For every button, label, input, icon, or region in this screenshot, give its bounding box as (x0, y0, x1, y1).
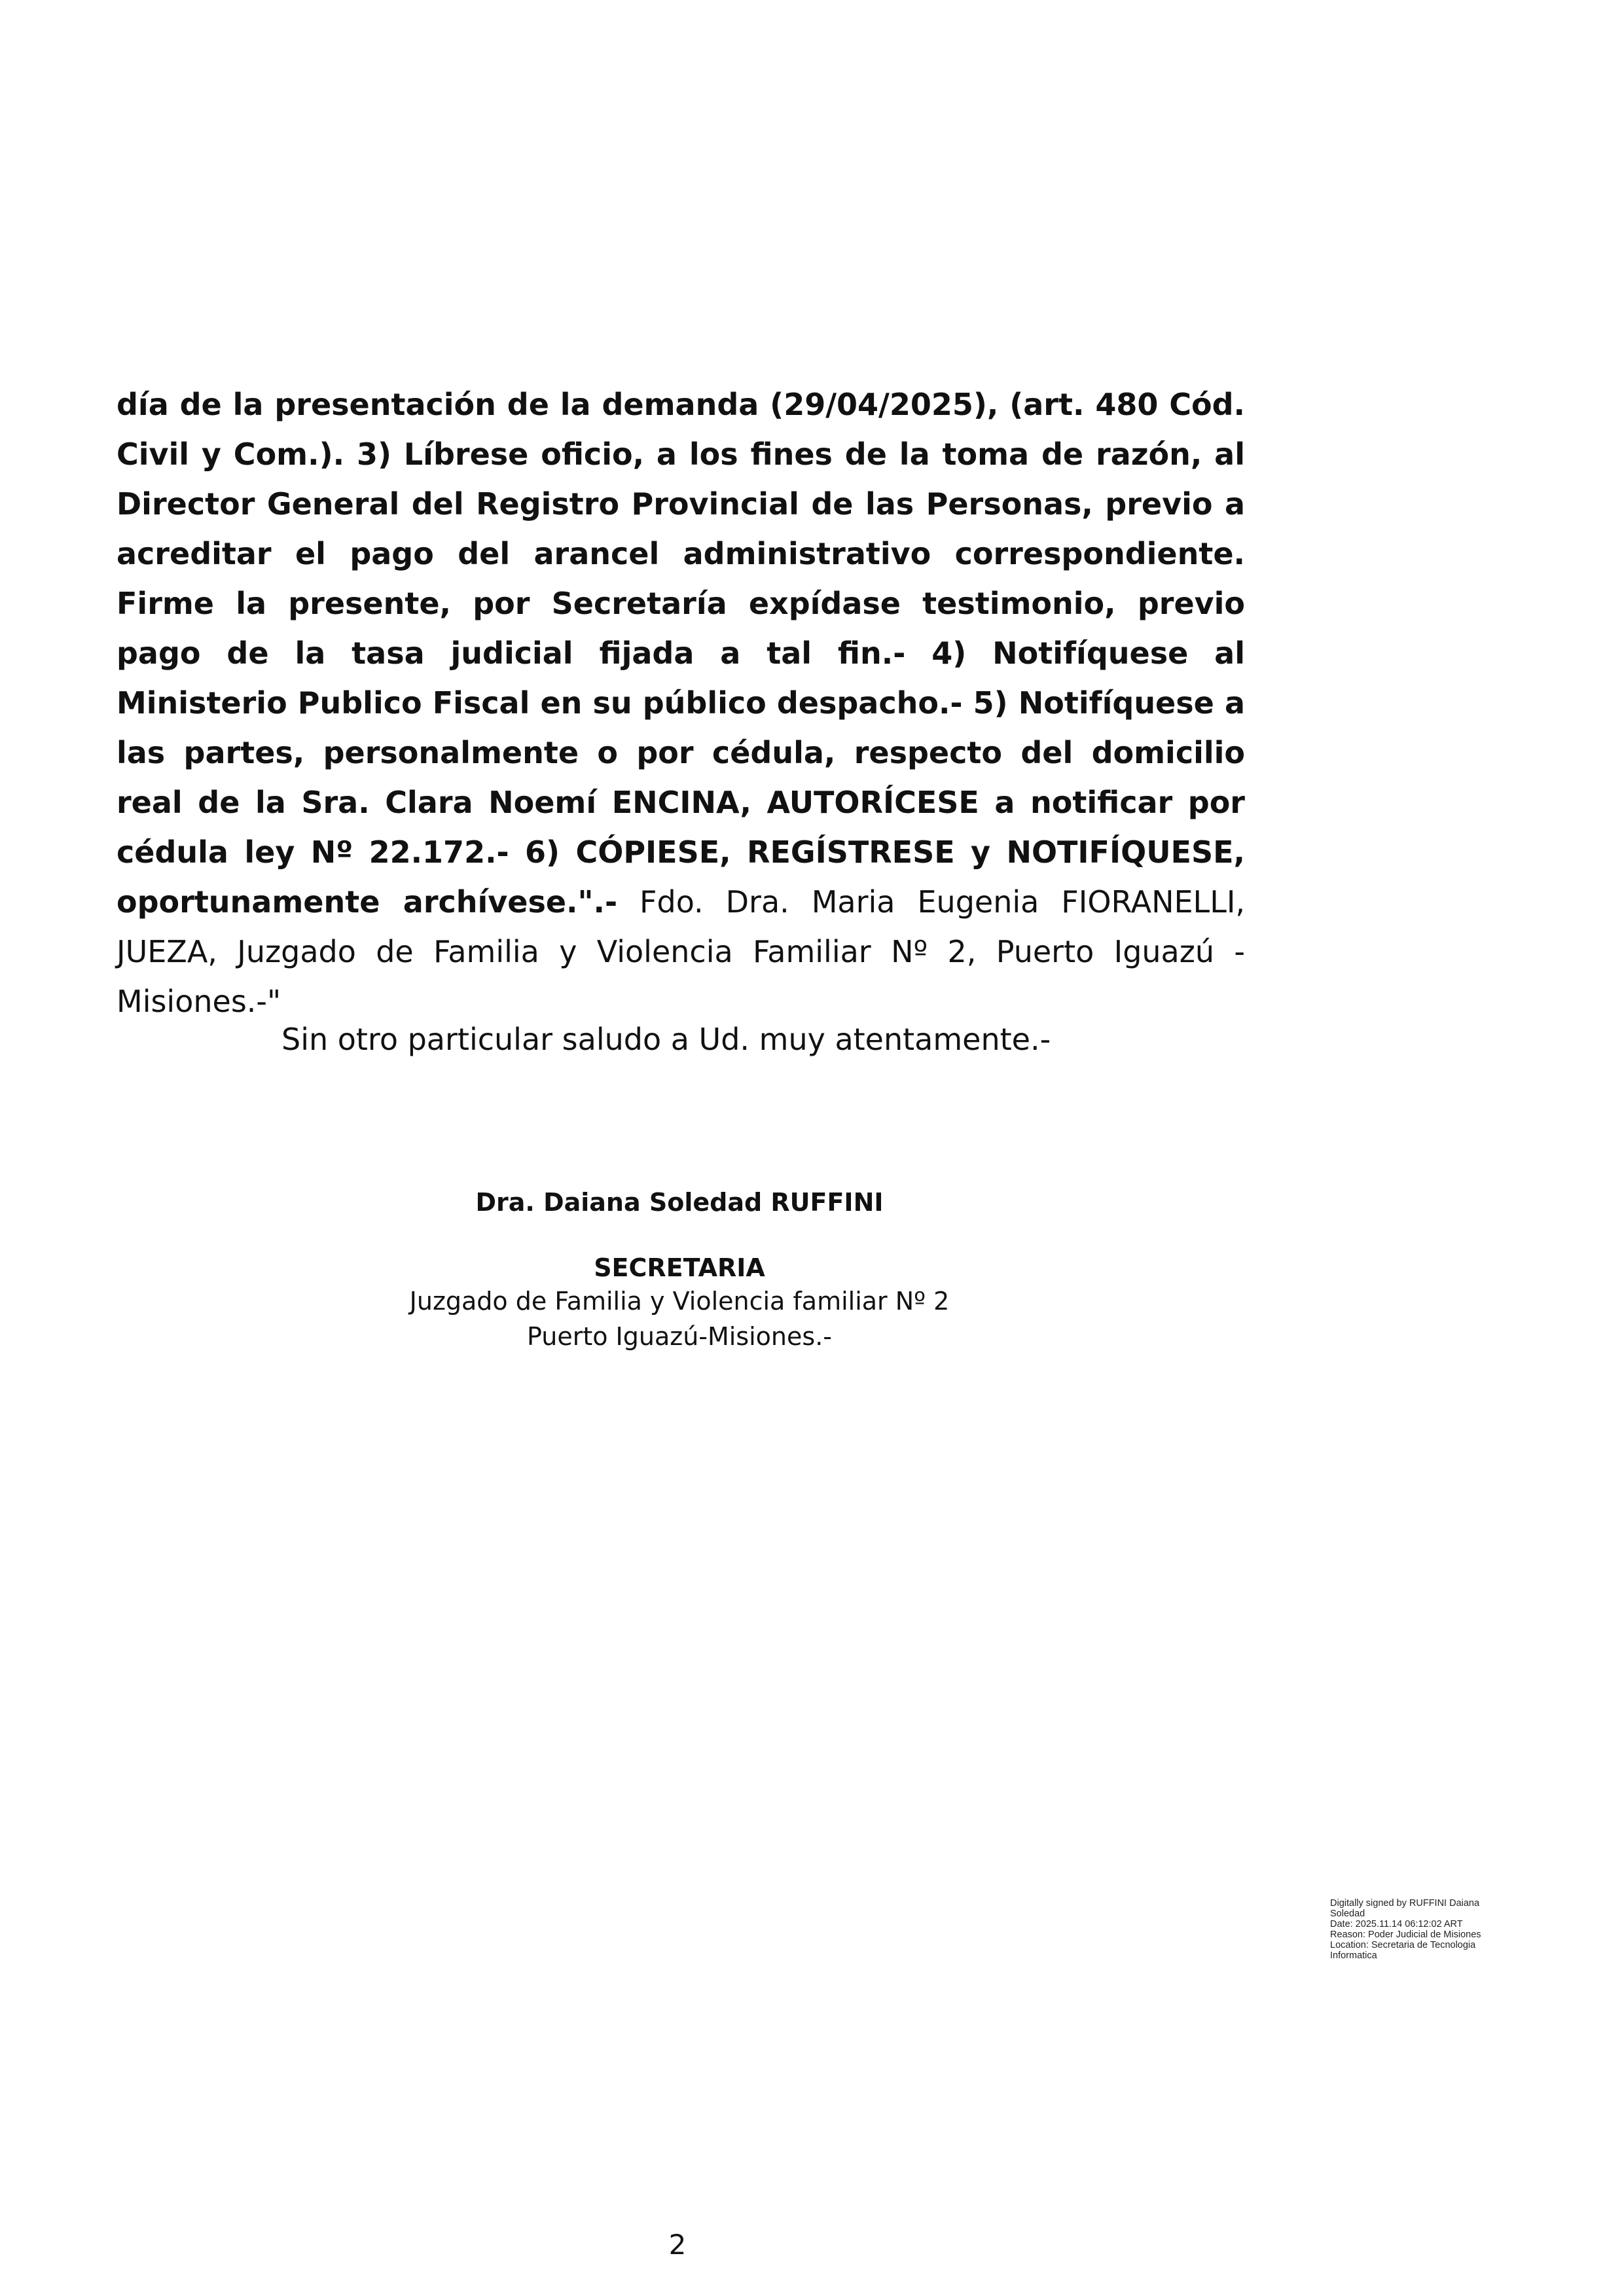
digital-signature-line: Soledad (1330, 1909, 1365, 1919)
body-paragraph (117, 380, 1245, 1026)
page-number: 2 (668, 2229, 687, 2261)
closing-salutation: Sin otro particular saludo a Ud. muy atentamente.- (281, 1022, 1051, 1057)
signatory-role: SECRETARIA (594, 1253, 765, 1282)
digital-signature-stamp (1330, 1898, 1526, 1961)
digital-signature-location: Location: Secretaria de Tecnologia (1330, 1940, 1476, 1950)
digital-signature-reason: Reason: Poder Judicial de Misiones (1330, 1929, 1481, 1940)
body-bold-text: día de la presentación de la demanda (29/04/2025), (art. 480 Cód. Civil y Com.). 3) Líbrese oficio, a los fines de la toma de razón, al Director General del Registro Provincial de las Personas, previo a acreditar el pago del arancel administrativo correspondiente. Firme la presente, por Secretaría expídase testimonio, previo pago de la tasa judicial fijada a tal fin.- 4) Notifíquese al Ministerio Publico Fiscal en su público despacho.- 5) Notifíquese a las partes, personalmente o por cédula, respecto del domicilio real de la Sra. Clara Noemí ENCINA, AUTORÍCESE a notificar por cédula ley Nº 22.172.- 6) CÓPIESE, REGÍSTRESE y NOTIFÍQUESE, oportunamente archívese.".- (117, 387, 1245, 920)
digital-signature-line: Informatica (1330, 1950, 1377, 1961)
signatory-name: Dra. Daiana Soledad RUFFINI (475, 1188, 884, 1217)
signatory-court: Juzgado de Familia y Violencia familiar Nº 2 (409, 1287, 950, 1316)
digital-signature-line: Digitally signed by RUFFINI Daiana (1330, 1898, 1480, 1909)
body-signature-reference: Fdo. Dra. Maria Eugenia FIORANELLI, JUEZA, Juzgado de Familia y Violencia Familiar Nº 2, Puerto Iguazú - Misiones.-" (117, 884, 1246, 1019)
signatory-place: Puerto Iguazú-Misiones.- (526, 1322, 832, 1351)
digital-signature-date: Date: 2025.11.14 06:12:02 ART (1330, 1919, 1463, 1929)
